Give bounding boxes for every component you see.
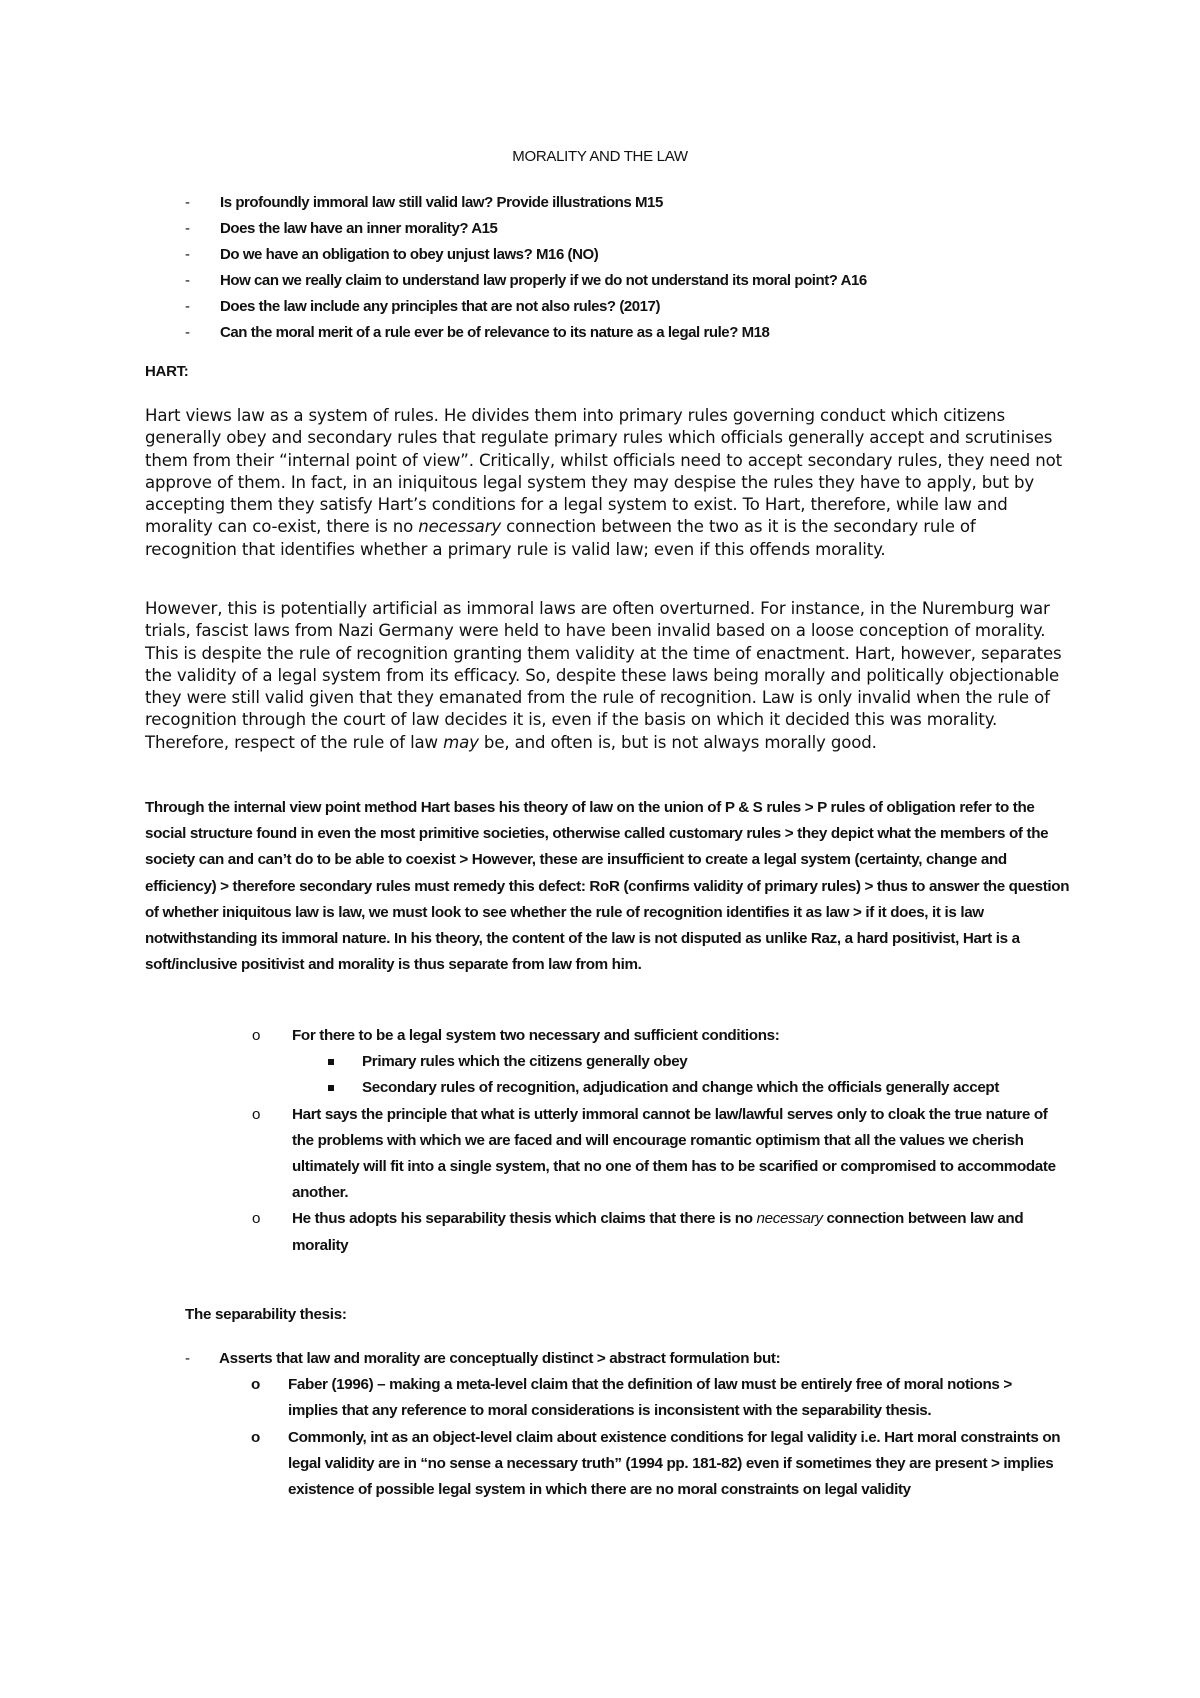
- dash-bullet: -: [185, 324, 190, 341]
- conditions-list: [292, 1049, 1072, 1101]
- question-item: - Does the law have an inner morality? A15: [185, 216, 1085, 242]
- question-item: - Is profoundly immoral law still valid law? Provide illustrations M15: [185, 190, 1085, 216]
- square-bullet-icon: [328, 1059, 334, 1065]
- dash-bullet: -: [185, 298, 190, 315]
- list-item: o Faber (1996) – making a meta-level claim that the definition of law must be entirely free of moral notions > implies that any reference to moral considerations is inconsistent with the separability thesis.: [288, 1372, 1065, 1424]
- circle-bullet: o: [251, 1376, 260, 1394]
- paragraph-nuremberg: However, this is potentially artificial as immoral laws are often overturned. For instance, in the Nuremburg war trials, fascist laws from Nazi Germany were held to have been invalid based on a loose conception of morality. This is despite the rule of recognition granting them validity at the time of enactment. Hart, however, separates the validity of a legal system from its efficacy. So, despite these laws being morally and politically objectionable they were still valid given that they emanated from the rule of recognition. Law is only invalid when the rule of recognition through the court of law decides it is, even if the basis on which it decided this was morality. Therefore, respect of the rule of law may be, and often is, but is not always morally good.: [145, 599, 1062, 752]
- dash-bullet: -: [185, 220, 190, 237]
- separability-list: [185, 1346, 1065, 1503]
- question-list: [185, 190, 1085, 346]
- paragraph-internal-view: Through the internal view point method Hart bases his theory of law on the union of P & S rules > P rules of obligation refer to the social structure found in even the most primitive societies, otherwise called customary rules > they depict what the members of the society can and can’t do to be able to coexist > However, these are insufficient to create a legal system (certainty, change and efficiency) > therefore secondary rules must remedy this defect: RoR (confirms validity of primary rules) > thus to answer the question of whether iniquitous law is law, we must look to see whether the rule of recognition identifies it as law > if it does, it is law notwithstanding its immoral nature. In his theory, the content of the law is not disputed as unlike Raz, a hard positivist, Hart is a soft/inclusive positivist and morality is thus separate from law from him.: [145, 799, 1070, 974]
- question-item: - How can we really claim to understand law properly if we do not understand its moral point? A16: [185, 268, 1085, 294]
- circle-bullet: o: [251, 1428, 260, 1446]
- hart-points-list: [252, 1023, 1072, 1259]
- question-item: - Can the moral merit of a rule ever be of relevance to its nature as a legal rule? M18: [185, 320, 1085, 346]
- list-item: Primary rules which the citizens generally obey: [362, 1049, 1072, 1075]
- section-heading-separability: The separability thesis:: [185, 1306, 347, 1323]
- list-item: o Commonly, int as an object-level claim about existence conditions for legal validity i.e. Hart moral constraints on legal validity are in “no sense a necessary truth” (1994 pp. 181-82) even if sometimes they are present > implies existence of possible legal system in which there are no moral constraints on legal validity: [288, 1425, 1065, 1504]
- page-title: MORALITY AND THE LAW: [512, 148, 688, 165]
- list-item: - Asserts that law and morality are conceptually distinct > abstract formulation but: o Faber (1996) – making a meta-level claim that the definition of law must be entirely free of moral notions > implies that any reference to moral considerations is inconsistent with the separability thesis. o Commonly, int as an object-level claim about existence conditions for legal validity i.e. Hart moral constraints on legal validity are in “no sense a necessary truth” (1994 pp. 181-82) even if sometimes they are present > implies existence of possible legal system in which there are no moral constraints on legal validity: [185, 1346, 1065, 1503]
- list-item: o He thus adopts his separability thesis which claims that there is no necessary connection between law and morality: [252, 1206, 1072, 1258]
- section-heading-hart: HART:: [145, 363, 189, 380]
- dash-bullet: -: [185, 246, 190, 263]
- square-bullet-icon: [328, 1085, 334, 1091]
- circle-bullet: o: [252, 1105, 261, 1123]
- question-item: - Do we have an obligation to obey unjust laws? M16 (NO): [185, 242, 1085, 268]
- list-item: o For there to be a legal system two necessary and sufficient conditions: Primary rules which the citizens generally obey Secondary rules of recognition, adjudication and change which the officials generally accept: [252, 1023, 1072, 1102]
- circle-bullet: o: [252, 1027, 261, 1044]
- separability-sublist: [219, 1372, 1065, 1503]
- circle-bullet: o: [252, 1210, 261, 1228]
- list-item: Secondary rules of recognition, adjudication and change which the officials generally accept: [362, 1075, 1072, 1101]
- dash-bullet: -: [185, 272, 190, 289]
- list-item: o Hart says the principle that what is utterly immoral cannot be law/lawful serves only to cloak the true nature of the problems with which we are faced and will encourage romantic optimism that all the values we cherish ultimately will fit into a single system, that no one of them has to be scarified or compromised to accommodate another.: [252, 1102, 1072, 1207]
- question-item: - Does the law include any principles that are not also rules? (2017): [185, 294, 1085, 320]
- dash-bullet: -: [185, 194, 190, 211]
- paragraph-hart-rules: Hart views law as a system of rules. He divides them into primary rules governing conduct which citizens generally obey and secondary rules that regulate primary rules which officials generally accept and scrutinises them from their “internal point of view”. Critically, whilst officials need to accept secondary rules, they need not approve of them. In fact, in an iniquitous legal system they may despise the rules they have to apply, but by accepting them they satisfy Hart’s conditions for a legal system to exist. To Hart, therefore, while law and morality can co-exist, there is no necessary connection between the two as it is the secondary rule of recognition that identifies whether a primary rule is valid law; even if this offends morality.: [145, 406, 1062, 559]
- dash-bullet: -: [185, 1350, 190, 1367]
